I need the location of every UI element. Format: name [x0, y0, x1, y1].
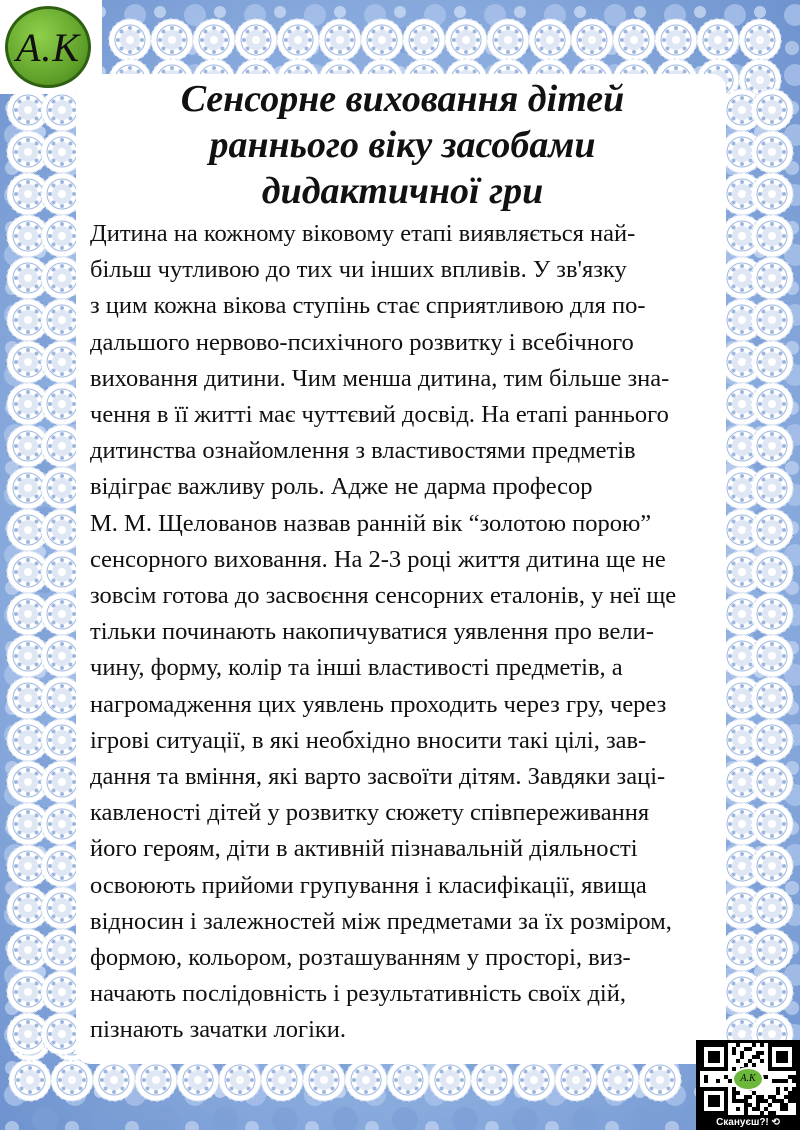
lace-doily	[151, 19, 193, 61]
body-line: освоюють прийоми групування і класифікації, явища	[90, 871, 647, 899]
lace-doily	[93, 1059, 135, 1101]
qr-logo-badge: A.K	[732, 1067, 764, 1091]
lace-doily	[319, 19, 361, 61]
lace-doily	[639, 1059, 681, 1101]
lace-doily	[51, 1059, 93, 1101]
lace-doily	[303, 1059, 345, 1101]
logo-badge: A.K	[5, 6, 91, 88]
lace-doily	[613, 19, 655, 61]
lace-doily	[445, 19, 487, 61]
lace-doily	[751, 89, 793, 131]
lace-doily	[403, 19, 445, 61]
qr-code-block[interactable]	[696, 1040, 800, 1130]
page-title	[120, 76, 685, 214]
lace-doily	[555, 1059, 597, 1101]
body-line: виховання дитини. Чим менша дитина, тим більше зна-	[90, 364, 670, 392]
body-line: чення в її житті має чуттєвий досвід. На етапі раннього	[90, 401, 669, 429]
body-line: більш чутливою до тих чи інших впливів. У зв'язку	[90, 256, 627, 284]
author-logo	[0, 0, 102, 94]
body-line: нагромадження цих уявлень проходить через гру, через	[90, 690, 667, 718]
body-line: М. М. Щелованов назвав ранній вік “золотою порою”	[90, 509, 652, 537]
lace-doily	[387, 1059, 429, 1101]
body-line: його героям, діти в активній пізнавальній діяльності	[90, 835, 638, 863]
lace-doily	[277, 19, 319, 61]
lace-doily	[219, 1059, 261, 1101]
body-line: ігрові ситуації, в які необхідно вносити такі цілі, зав-	[90, 726, 647, 754]
body-line: відносин і залежностей між предметами за їх розміром,	[90, 907, 672, 935]
title-line: Сенсорне виховання дітей	[180, 78, 625, 120]
lace-doily	[597, 1059, 639, 1101]
lace-doily	[361, 19, 403, 61]
lace-doily	[345, 1059, 387, 1101]
body-line: формою, кольором, розташуванням у просторі, виз-	[90, 944, 631, 972]
lace-doily	[697, 19, 739, 61]
body-line: дальшого нервово-психічного розвитку і всебічного	[90, 328, 634, 356]
body-line: тільки починають накопичуватися уявлення про вели-	[90, 618, 654, 646]
article-body	[90, 216, 770, 1049]
body-line: відіграє важливу роль. Адже не дарма професор	[90, 473, 593, 501]
lace-doily	[513, 1059, 555, 1101]
lace-doily	[193, 19, 235, 61]
lace-doily	[655, 19, 697, 61]
lace-doily	[177, 1059, 219, 1101]
body-line: дання та вміння, які варто засвоїти дітям. Завдяки заці-	[90, 763, 666, 791]
lace-doily	[571, 19, 613, 61]
body-line: зовсім готова до засвоєння сенсорних еталонів, у неї ще	[90, 582, 677, 610]
body-line: чину, форму, колір та інші властивості предметів, а	[90, 654, 623, 682]
lace-doily	[751, 173, 793, 215]
qr-caption: Скануєш?! ⟲	[716, 1117, 780, 1128]
body-line: Дитина на кожному віковому етапі виявляється най-	[90, 220, 636, 247]
lace-doily	[429, 1059, 471, 1101]
body-line: дитинства ознайомлення з властивостями предметів	[90, 437, 636, 465]
lace-doily	[261, 1059, 303, 1101]
lace-doily	[109, 19, 151, 61]
body-line: сенсорного виховання. На 2-3 році життя дитина ще не	[90, 545, 666, 573]
title-line: дидактичної гри	[261, 170, 544, 212]
lace-doily	[235, 19, 277, 61]
body-line: начають послідовність і результативність своїх дій,	[90, 980, 626, 1008]
lace-doily	[751, 131, 793, 173]
body-line: з цим кожна вікова ступінь стає сприятливою для по-	[90, 292, 646, 320]
lace-doily	[487, 19, 529, 61]
lace-doily	[529, 19, 571, 61]
body-line: кавленості дітей у розвитку сюжету співпереживання	[90, 799, 650, 827]
lace-doily	[739, 19, 781, 61]
title-line: раннього віку засобами	[209, 124, 596, 166]
lace-doily	[9, 1059, 51, 1101]
lace-doily	[471, 1059, 513, 1101]
body-line: пізнають зачатки логіки.	[90, 1016, 347, 1044]
lace-doily	[135, 1059, 177, 1101]
